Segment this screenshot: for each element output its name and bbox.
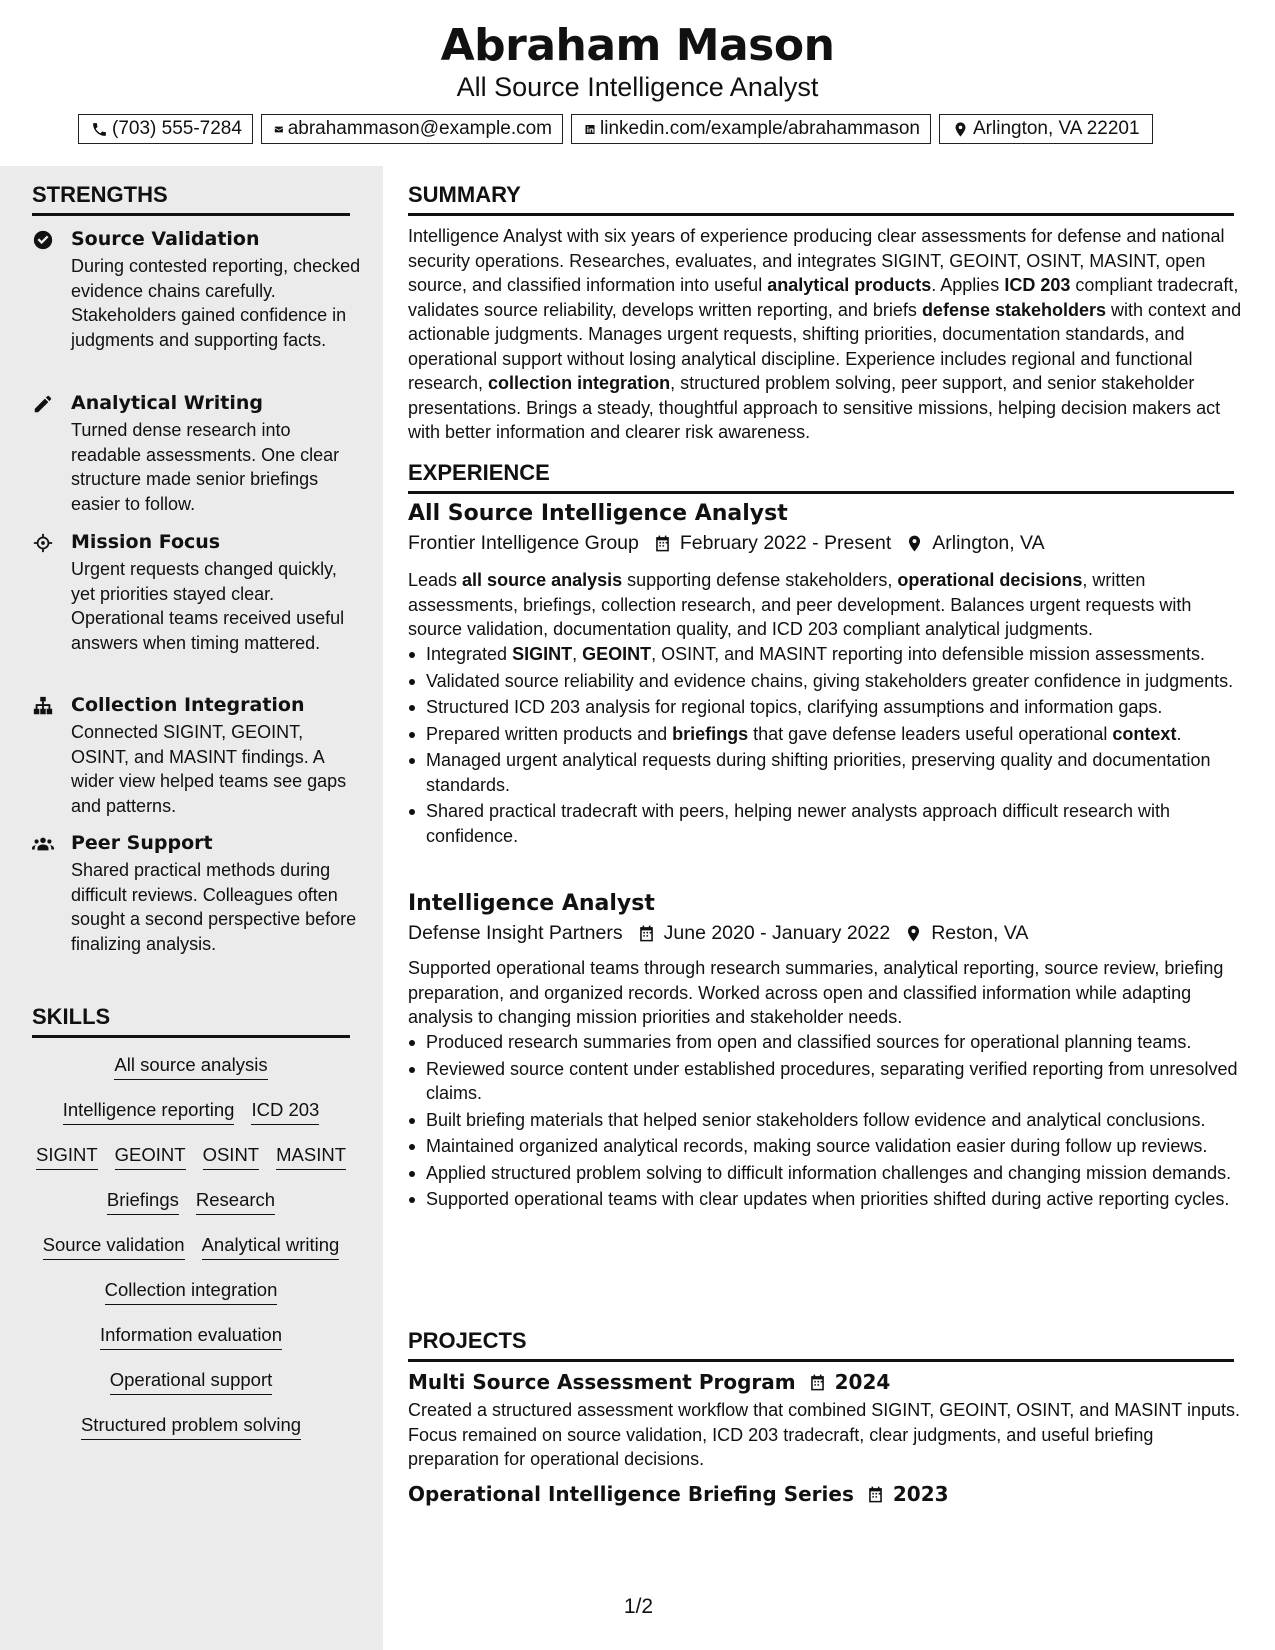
bold-text: all source analysis xyxy=(462,570,623,590)
main-content xyxy=(383,166,1275,1650)
text-run: Supported operational teams through research summaries, analytical reporting, source review, briefing preparation, and organized records. Worked across open and classified information while adapting analysis to changing mission priorities and stakeholder needs. xyxy=(408,958,1224,1027)
skill-tag: MASINT xyxy=(276,1144,346,1170)
map-pin-icon xyxy=(904,924,923,943)
skill-row xyxy=(32,1414,350,1440)
bullet-item xyxy=(408,1108,1253,1133)
contact-email-text: abrahammason@example.com xyxy=(287,118,552,139)
bullet-item xyxy=(408,1161,1253,1186)
bold-text: ICD 203 xyxy=(1004,275,1071,295)
contact-linkedin[interactable] xyxy=(571,114,931,144)
job-title: All Source Intelligence Analyst xyxy=(408,501,788,526)
summary-text xyxy=(408,224,1243,445)
bold-text: SIGINT xyxy=(512,644,573,664)
bold-text: briefings xyxy=(672,723,749,744)
job-title: Intelligence Analyst xyxy=(408,891,655,916)
job-meta xyxy=(408,922,1028,945)
skill-tag: Information evaluation xyxy=(100,1324,282,1350)
projects-heading: PROJECTS xyxy=(408,1328,1234,1362)
skill-tag: Collection integration xyxy=(105,1279,278,1305)
contact-email[interactable] xyxy=(261,114,563,144)
job-bullets xyxy=(408,1030,1253,1214)
bullet-item xyxy=(408,642,1253,667)
sidebar xyxy=(0,166,383,1650)
crosshairs-icon xyxy=(32,532,54,554)
calendar-icon xyxy=(866,1485,885,1504)
text-run: Integrated xyxy=(426,644,513,664)
calendar-icon xyxy=(653,534,672,553)
project-title: Multi Source Assessment Program xyxy=(408,1370,796,1394)
contact-phone-text: (703) 555-7284 xyxy=(112,118,242,139)
project-title-row xyxy=(408,1370,890,1394)
job-location: Reston, VA xyxy=(931,922,1029,944)
text-run: Built briefing materials that helped senior stakeholders follow evidence and analytical conclusions. xyxy=(426,1109,1206,1130)
job-bullets xyxy=(408,642,1253,850)
project-year: 2024 xyxy=(834,1370,891,1394)
skill-row xyxy=(32,1189,350,1215)
experience-heading: EXPERIENCE xyxy=(408,460,1234,494)
skill-tag: Research xyxy=(196,1189,275,1215)
text-run: Structured ICD 203 analysis for regional topics, clarifying assumptions and information gaps. xyxy=(426,697,1163,717)
skill-row xyxy=(32,1369,350,1395)
text-run: supporting defense stakeholders, xyxy=(622,570,898,590)
text-run: Produced research summaries from open and classified sources for operational planning teams. xyxy=(426,1032,1192,1052)
bold-text: analytical products xyxy=(767,275,932,295)
text-run: compliant tradecraft, validates source reliability, develops written reporting, and briefs xyxy=(408,275,1239,320)
bold-text: collection integration xyxy=(488,373,671,393)
map-pin-icon xyxy=(905,534,924,553)
skill-row xyxy=(32,1324,350,1350)
sitemap-icon xyxy=(32,695,54,717)
bold-text: defense stakeholders xyxy=(921,299,1107,320)
text-run: . xyxy=(1176,723,1182,744)
skill-row xyxy=(32,1234,350,1260)
job-summary xyxy=(408,568,1243,642)
bold-text: operational decisions xyxy=(897,570,1083,590)
summary-heading: SUMMARY xyxy=(408,182,1234,216)
candidate-title: All Source Intelligence Analyst xyxy=(456,72,819,102)
text-run: Leads xyxy=(408,570,463,590)
bullet-item xyxy=(408,1030,1253,1055)
bullet-item xyxy=(408,1057,1253,1106)
text-run: Supported operational teams with clear updates when priorities shifted during active reporting cycles. xyxy=(426,1189,1230,1209)
skill-tag: SIGINT xyxy=(36,1144,98,1170)
bullet-item xyxy=(408,722,1253,747)
resume-header xyxy=(0,0,1275,166)
envelope-icon xyxy=(274,121,284,138)
pencil-icon xyxy=(32,393,54,415)
bold-text: GEOINT xyxy=(582,644,652,664)
linkedin-icon xyxy=(584,121,596,138)
bold-text: context xyxy=(1112,723,1177,744)
bullet-item xyxy=(408,695,1253,720)
text-run: Managed urgent analytical requests during shifting priorities, preserving quality and documentation standards. xyxy=(426,750,1211,795)
skill-tag: Operational support xyxy=(110,1369,273,1395)
strength-desc: During contested reporting, checked evidence chains carefully. Stakeholders gained confidence in judgments and supporting facts. xyxy=(71,256,361,350)
contact-phone[interactable] xyxy=(78,114,253,144)
text-run: Validated source reliability and evidence chains, giving stakeholders greater confidence in judgments. xyxy=(426,670,1234,691)
calendar-icon xyxy=(808,1373,827,1392)
skill-tag: Briefings xyxy=(107,1189,179,1215)
skill-row xyxy=(32,1054,350,1080)
strength-title: Peer Support xyxy=(71,832,213,854)
job-summary xyxy=(408,956,1243,1030)
text-run: Reviewed source content under established procedures, separating verified reporting from unresolved claims. xyxy=(426,1058,1238,1103)
project-title-row xyxy=(408,1482,949,1506)
bullet-item xyxy=(408,1134,1253,1159)
project-title: Operational Intelligence Briefing Series xyxy=(408,1482,854,1506)
strength-title: Analytical Writing xyxy=(71,392,263,414)
strength-title: Mission Focus xyxy=(71,531,221,553)
strength-desc: Urgent requests changed quickly, yet priorities stayed clear. Operational teams received useful answers when timing mattered. xyxy=(71,559,345,653)
strength-desc: Turned dense research into readable assessments. One clear structure made senior briefings easier to follow. xyxy=(71,420,340,514)
job-meta xyxy=(408,532,1045,555)
project-desc: Created a structured assessment workflow that combined SIGINT, GEOINT, OSINT, and MASINT inputs. Focus remained on source validation, ICD 203 tradecraft, clear judgments, and useful briefing preparation for operational decisions. xyxy=(408,1400,1240,1469)
job-company: Frontier Intelligence Group xyxy=(408,532,639,554)
page-number: 1/2 xyxy=(623,1595,654,1618)
strengths-heading: STRENGTHS xyxy=(32,182,350,216)
strength-desc: Shared practical methods during difficult reviews. Colleagues often sought a second perspective before finalizing analysis. xyxy=(71,860,357,954)
text-run: . Applies xyxy=(931,275,1005,295)
bullet-item xyxy=(408,669,1253,694)
skill-tag: OSINT xyxy=(203,1144,260,1170)
text-run: , written assessments, briefings, collection research, and peer development. Balances urgent requests with source validation, documentation quality, and ICD 203 compliant analytical judgments. xyxy=(408,570,1192,639)
bullet-item xyxy=(408,1187,1253,1212)
text-run: Maintained organized analytical records, making source validation easier during follow up reviews. xyxy=(426,1136,1208,1156)
strength-title: Collection Integration xyxy=(71,694,305,716)
text-run: with context and actionable judgments. Manages urgent requests, shifting priorities, documentation standards, and operational support without losing analytical discipline. Experience includes regional and functional research, xyxy=(408,299,1242,393)
strength-desc: Connected SIGINT, GEOINT, OSINT, and MASINT findings. A wider view helped teams see gaps and patterns. xyxy=(71,722,347,816)
contact-location-text: Arlington, VA 22201 xyxy=(973,118,1140,139)
job-dates: June 2020 - January 2022 xyxy=(663,922,891,944)
skill-row xyxy=(32,1099,350,1125)
strength-title: Source Validation xyxy=(71,228,260,250)
job-company: Defense Insight Partners xyxy=(408,922,623,944)
text-run: that gave defense leaders useful operational xyxy=(748,723,1113,744)
job-dates: February 2022 - Present xyxy=(679,532,892,554)
skill-tag: ICD 203 xyxy=(251,1099,319,1125)
text-run: Shared practical tradecraft with peers, helping newer analysts approach difficult research with confidence. xyxy=(426,801,1171,846)
skill-row xyxy=(32,1144,350,1170)
project-year: 2023 xyxy=(892,1482,949,1506)
text-run: , OSINT, and MASINT reporting into defensible mission assessments. xyxy=(651,644,1206,664)
contact-bar xyxy=(78,114,1153,144)
bullet-item xyxy=(408,748,1253,797)
candidate-name: Abraham Mason xyxy=(440,20,835,71)
job-location: Arlington, VA xyxy=(932,532,1045,554)
text-run: Intelligence Analyst with six years of experience producing clear assessments for defense and national security operations. Researches, evaluates, and integrates SIGINT, GEOINT, OSINT, MASINT, open source, and classified information into useful xyxy=(408,226,1225,295)
skill-tag: Structured problem solving xyxy=(81,1414,301,1440)
skill-tag: All source analysis xyxy=(114,1054,267,1080)
skill-tag: Intelligence reporting xyxy=(63,1099,235,1125)
map-pin-icon xyxy=(952,121,969,138)
skill-tag: Analytical writing xyxy=(202,1234,340,1260)
phone-icon xyxy=(91,121,108,138)
text-run: , xyxy=(572,644,583,664)
text-run: Prepared written products and xyxy=(426,723,673,744)
calendar-icon xyxy=(637,924,656,943)
contact-linkedin-text: linkedin.com/example/abrahammason xyxy=(600,118,920,139)
skill-tag: Source validation xyxy=(43,1234,185,1260)
text-run: , structured problem solving, peer support, and senior stakeholder presentations. Brings a steady, thoughtful approach to sensitive missions, helping decision makers act with better information and clearer risk awareness. xyxy=(408,373,1221,442)
skills-heading: SKILLS xyxy=(32,1004,350,1038)
check-circle-icon xyxy=(32,229,54,251)
users-icon xyxy=(32,833,54,855)
text-run: Applied structured problem solving to difficult information challenges and changing mission demands. xyxy=(426,1162,1232,1183)
bullet-item xyxy=(408,799,1253,848)
skill-row xyxy=(32,1279,350,1305)
skill-tag: GEOINT xyxy=(115,1144,186,1170)
contact-location xyxy=(939,114,1153,144)
